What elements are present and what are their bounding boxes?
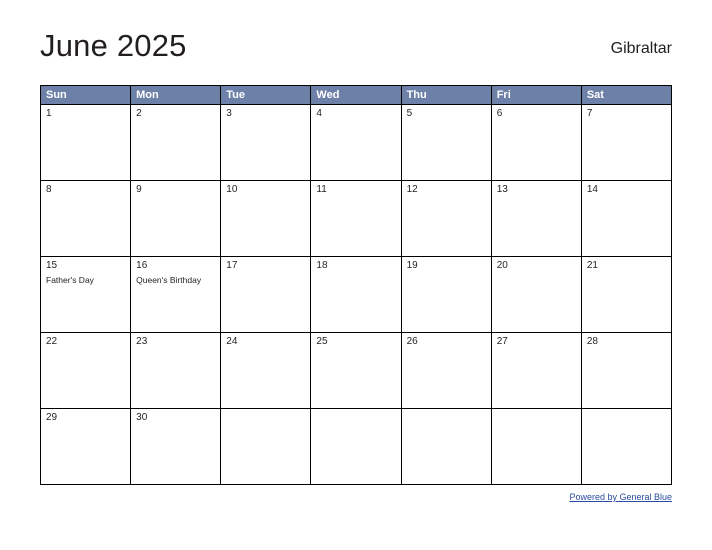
weeks-container [41, 105, 672, 485]
day-number: 12 [406, 184, 418, 195]
day-cell[interactable] [221, 105, 311, 181]
day-number: 4 [316, 108, 322, 119]
day-cell[interactable] [492, 181, 582, 257]
day-cell-empty [582, 409, 672, 485]
day-number: 19 [406, 260, 418, 271]
day-cell[interactable] [41, 105, 131, 181]
weekday-header-wed: Wed [311, 86, 401, 105]
day-cell[interactable] [311, 105, 401, 181]
week-row [41, 105, 672, 181]
day-number: 1 [46, 108, 52, 119]
day-number: 23 [136, 336, 148, 347]
day-number: 6 [496, 108, 503, 119]
day-number: 3 [226, 108, 232, 119]
day-number: 24 [226, 336, 238, 347]
day-cell[interactable] [131, 409, 221, 485]
day-cell[interactable] [582, 257, 672, 333]
day-number: 29 [46, 412, 58, 423]
day-number: 21 [586, 260, 598, 271]
day-cell[interactable] [221, 257, 311, 333]
day-cell[interactable] [41, 257, 131, 333]
day-cell[interactable] [492, 105, 582, 181]
day-number: 20 [496, 260, 508, 271]
week-row [41, 181, 672, 257]
day-cell[interactable] [131, 181, 221, 257]
weekday-header-row [41, 86, 672, 105]
weekday-header-mon: Mon [131, 86, 221, 105]
day-number: 30 [136, 412, 148, 423]
day-number: 7 [586, 108, 593, 119]
day-cell[interactable] [402, 181, 492, 257]
day-number: 18 [316, 260, 328, 271]
day-cell[interactable] [131, 257, 221, 333]
day-cell-empty [221, 409, 311, 485]
powered-by-link[interactable]: Powered by General Blue [569, 492, 672, 502]
day-cell[interactable] [131, 333, 221, 409]
day-event: Father's Day [46, 275, 94, 285]
day-cell[interactable] [41, 333, 131, 409]
month-grid [40, 85, 672, 485]
day-cell[interactable] [311, 333, 401, 409]
day-cell[interactable] [582, 333, 672, 409]
day-number: 26 [406, 336, 418, 347]
day-number: 16 [136, 260, 148, 271]
page-header [40, 28, 672, 78]
day-number: 22 [46, 336, 58, 347]
day-number: 28 [586, 336, 598, 347]
day-cell-empty [402, 409, 492, 485]
day-number: 5 [406, 108, 413, 119]
day-cell[interactable] [492, 257, 582, 333]
day-number: 13 [496, 184, 508, 195]
weekday-header-tue: Tue [221, 86, 311, 105]
week-row [41, 409, 672, 485]
day-number: 11 [316, 184, 327, 195]
day-cell[interactable] [582, 181, 672, 257]
day-number: 25 [316, 336, 328, 347]
weekday-header-fri: Fri [492, 86, 582, 105]
day-number: 10 [226, 184, 238, 195]
day-cell[interactable] [131, 105, 221, 181]
day-cell[interactable] [311, 181, 401, 257]
day-cell-empty [492, 409, 582, 485]
day-cell[interactable] [402, 105, 492, 181]
week-row [41, 333, 672, 409]
day-number: 15 [46, 260, 58, 271]
day-number: 8 [46, 184, 52, 195]
day-cell[interactable] [221, 181, 311, 257]
weekday-header-thu: Thu [402, 86, 492, 105]
day-event: Queen's Birthday [136, 275, 202, 285]
day-number: 14 [586, 184, 598, 195]
day-cell[interactable] [402, 257, 492, 333]
day-cell-empty [311, 409, 401, 485]
weekday-header-sun: Sun [41, 86, 131, 105]
weekday-header-sat: Sat [582, 86, 672, 105]
day-cell[interactable] [492, 333, 582, 409]
day-cell[interactable] [221, 333, 311, 409]
day-cell[interactable] [582, 105, 672, 181]
day-number: 27 [496, 336, 508, 347]
week-row [41, 257, 672, 333]
day-cell[interactable] [41, 409, 131, 485]
footer [569, 492, 672, 502]
day-cell[interactable] [311, 257, 401, 333]
day-cell[interactable] [402, 333, 492, 409]
region-label: Gibraltar [610, 40, 672, 57]
day-number: 2 [136, 108, 142, 119]
day-number: 17 [226, 260, 238, 271]
page-title: June 2025 [40, 28, 187, 63]
day-number: 9 [136, 184, 142, 195]
day-cell[interactable] [41, 181, 131, 257]
